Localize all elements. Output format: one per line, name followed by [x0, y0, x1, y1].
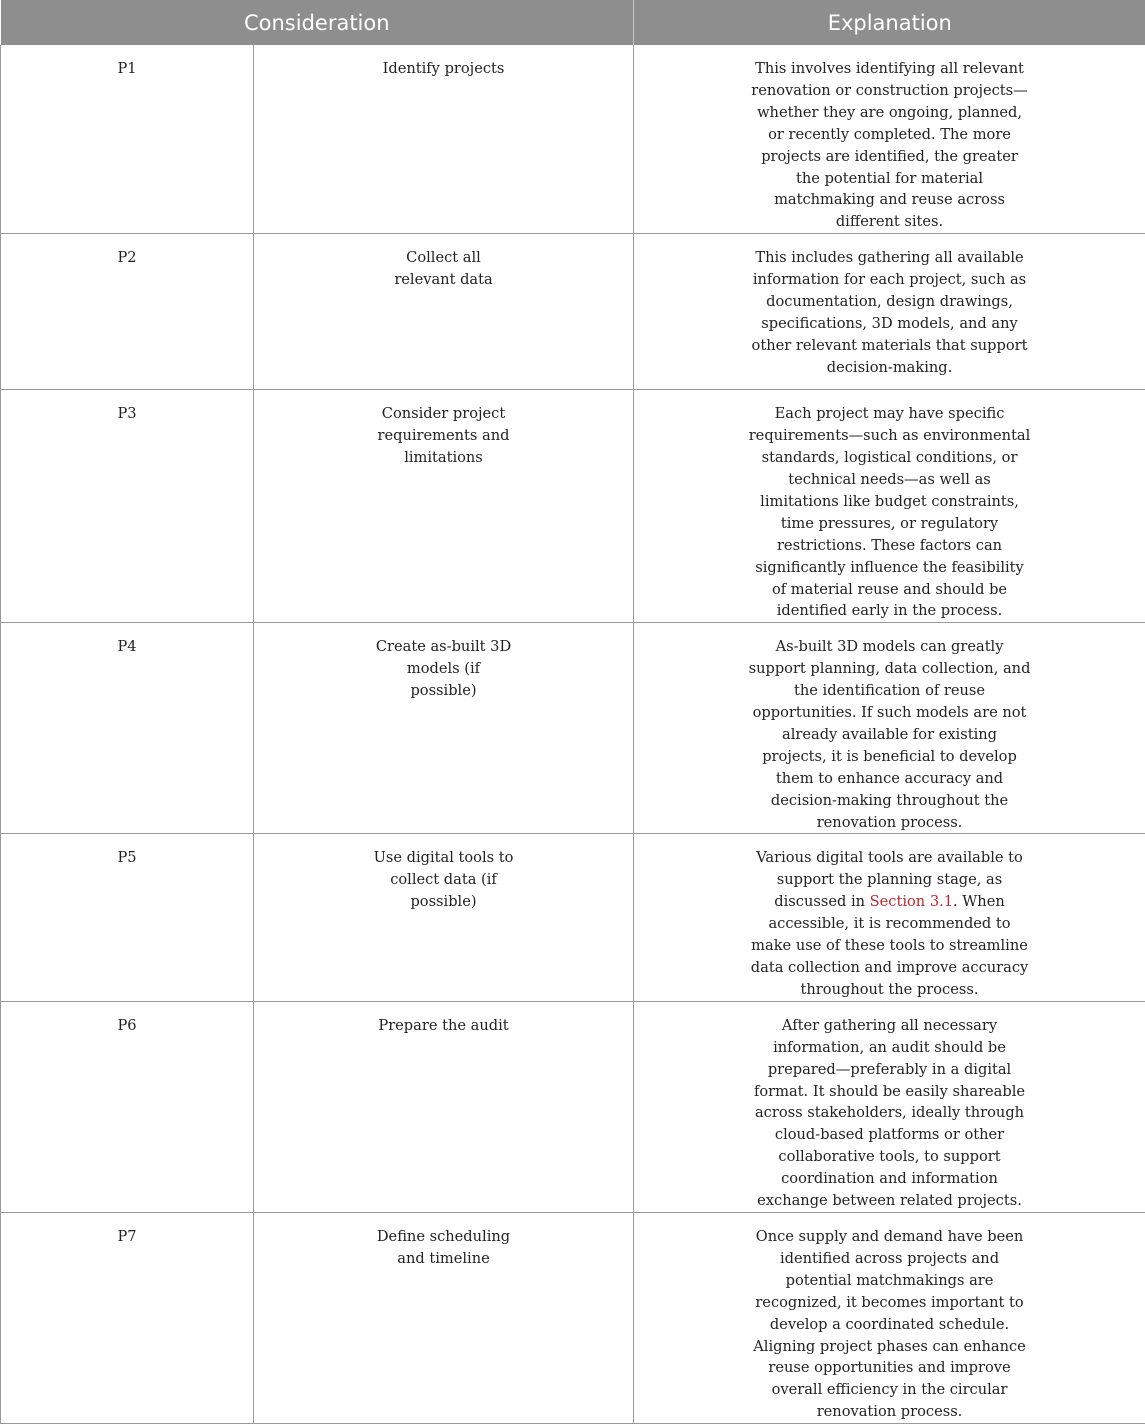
table-row: [1, 623, 1145, 834]
consideration-text: Use digital tools to collect data (if possible): [374, 847, 514, 913]
row-explanation: [634, 390, 1145, 623]
table-header-row: [1, 0, 1145, 45]
row-explanation: [634, 1001, 1145, 1212]
table-row: [1, 390, 1145, 623]
table-row: [1, 45, 1145, 234]
consideration-text: Identify projects: [374, 58, 514, 80]
explanation-text: Once supply and demand have been identified across projects and potential matchmakings are recognized, it becomes important to develop a coordinated schedule. Aligning project phases can enhance reuse opportunities and improve overall efficiency in the circular renovation process.: [749, 1226, 1031, 1423]
row-id: P4: [1, 623, 254, 834]
row-id: P7: [1, 1212, 254, 1423]
row-explanation: [634, 45, 1145, 234]
consideration-text: Collect all relevant data: [374, 247, 514, 291]
header-consideration: Consideration: [1, 0, 634, 45]
table-row: [1, 234, 1145, 390]
table-row: [1, 1001, 1145, 1212]
explanation-text: This involves identifying all relevant renovation or construction projects—whether they are ongoing, planned, or recently completed. The more projects are identified, the greater the potential for material matchmaking and reuse across different sites.: [749, 58, 1031, 233]
row-consideration: [254, 390, 634, 623]
explanation-text: As-built 3D models can greatly support planning, data collection, and the identification of reuse opportunities. If such models are not already available for existing projects, it is beneficial to develop them to enhance accuracy and decision-making throughout the renovation process.: [749, 636, 1031, 833]
row-id: P6: [1, 1001, 254, 1212]
explanation-text: After gathering all necessary information, an audit should be prepared—preferably in a digital format. It should be easily shareable across stakeholders, ideally through cloud-based platforms or other collaborative tools, to support coordination and information exchange between related projects.: [749, 1015, 1031, 1212]
consideration-text: Consider project requirements and limitations: [374, 403, 514, 469]
row-explanation: [634, 1212, 1145, 1423]
row-consideration: [254, 45, 634, 234]
row-explanation: [634, 834, 1145, 1001]
explanation-text: [749, 847, 1031, 1000]
explanation-text: Each project may have specific requirements—such as environmental standards, logistical conditions, or technical needs—as well as limitations like budget constraints, time pressures, or regulatory restrictions. These factors can significantly influence the feasibility of material reuse and should be identified early in the process.: [749, 403, 1031, 622]
row-explanation: [634, 234, 1145, 390]
header-explanation: Explanation: [634, 0, 1145, 45]
explanation-text-start: Various digital tools are available to support the planning stage, as discussed in: [756, 849, 1023, 910]
row-consideration: [254, 234, 634, 390]
row-id: P3: [1, 390, 254, 623]
section-link[interactable]: Section 3.1: [870, 893, 953, 910]
consideration-text: Prepare the audit: [374, 1015, 514, 1037]
explanation-text-end: . When accessible, it is recommended to make use of these tools to streamline data collection and improve accuracy throughout the process.: [751, 893, 1028, 998]
table-row: [1, 834, 1145, 1001]
row-id: P1: [1, 45, 254, 234]
consideration-text: Define scheduling and timeline: [374, 1226, 514, 1270]
consideration-text: Create as-built 3D models (if possible): [374, 636, 514, 702]
row-consideration: [254, 1001, 634, 1212]
row-id: P2: [1, 234, 254, 390]
row-id: P5: [1, 834, 254, 1001]
row-consideration: [254, 1212, 634, 1423]
row-consideration: [254, 834, 634, 1001]
explanation-text: This includes gathering all available information for each project, such as documentation, design drawings, specifications, 3D models, and any other relevant materials that support decision-making.: [749, 247, 1031, 378]
table-row: [1, 1212, 1145, 1423]
row-explanation: [634, 623, 1145, 834]
row-consideration: [254, 623, 634, 834]
